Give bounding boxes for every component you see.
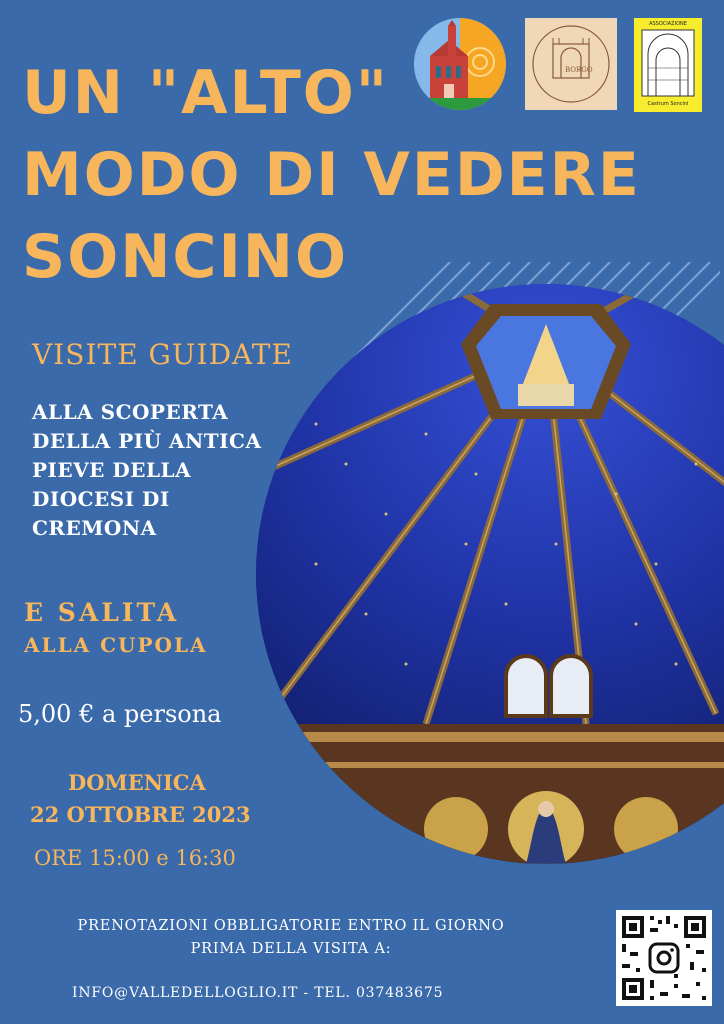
qr-code-icon [616, 910, 712, 1006]
castrum-soncini-logo-icon [634, 18, 702, 112]
price-text: 5,00 € a persona [18, 700, 222, 728]
title-line-3: SONCINO [22, 222, 349, 292]
subtitle-block [32, 398, 261, 543]
date-weekday: DOMENICA [68, 770, 206, 795]
subtitle-line: CREMONA [32, 516, 157, 540]
time-text: ORE 15:00 e 16:30 [34, 846, 236, 870]
castrum-logo-bottom-text: Castrum Soncini [647, 101, 689, 107]
castrum-logo-top-text: ASSOCIAZIONE [649, 21, 687, 27]
title-line-1: UN "ALTO" [22, 58, 390, 128]
booking-line-2: PRIMA DELLA VISITA A: [190, 941, 392, 957]
borgo-cooperative-logo-icon [525, 18, 617, 110]
subtitle-line: PIEVE DELLA [32, 458, 192, 482]
salita-line-1: E SALITA [24, 598, 180, 627]
booking-line-1: PRENOTAZIONI OBBLIGATORIE ENTRO IL GIORNO [77, 918, 505, 934]
salita-line-2: ALLA CUPOLA [24, 633, 208, 657]
visite-heading: VISITE GUIDATE [32, 338, 293, 371]
subtitle-line: ALLA SCOPERTA [32, 400, 229, 424]
subtitle-line: DIOCESI DI [32, 487, 170, 511]
church-logo-icon [414, 18, 506, 110]
subtitle-line: DELLA PIÙ ANTICA [32, 429, 262, 453]
borgo-logo-text: BORGO [565, 66, 593, 74]
date-full: 22 OTTOBRE 2023 [30, 802, 251, 827]
contact-info: INFO@VALLEDELLOGLIO.IT - TEL. 037483675 [72, 985, 444, 1001]
dome-photo [256, 284, 724, 864]
title-line-2: MODO DI VEDERE [22, 140, 641, 210]
